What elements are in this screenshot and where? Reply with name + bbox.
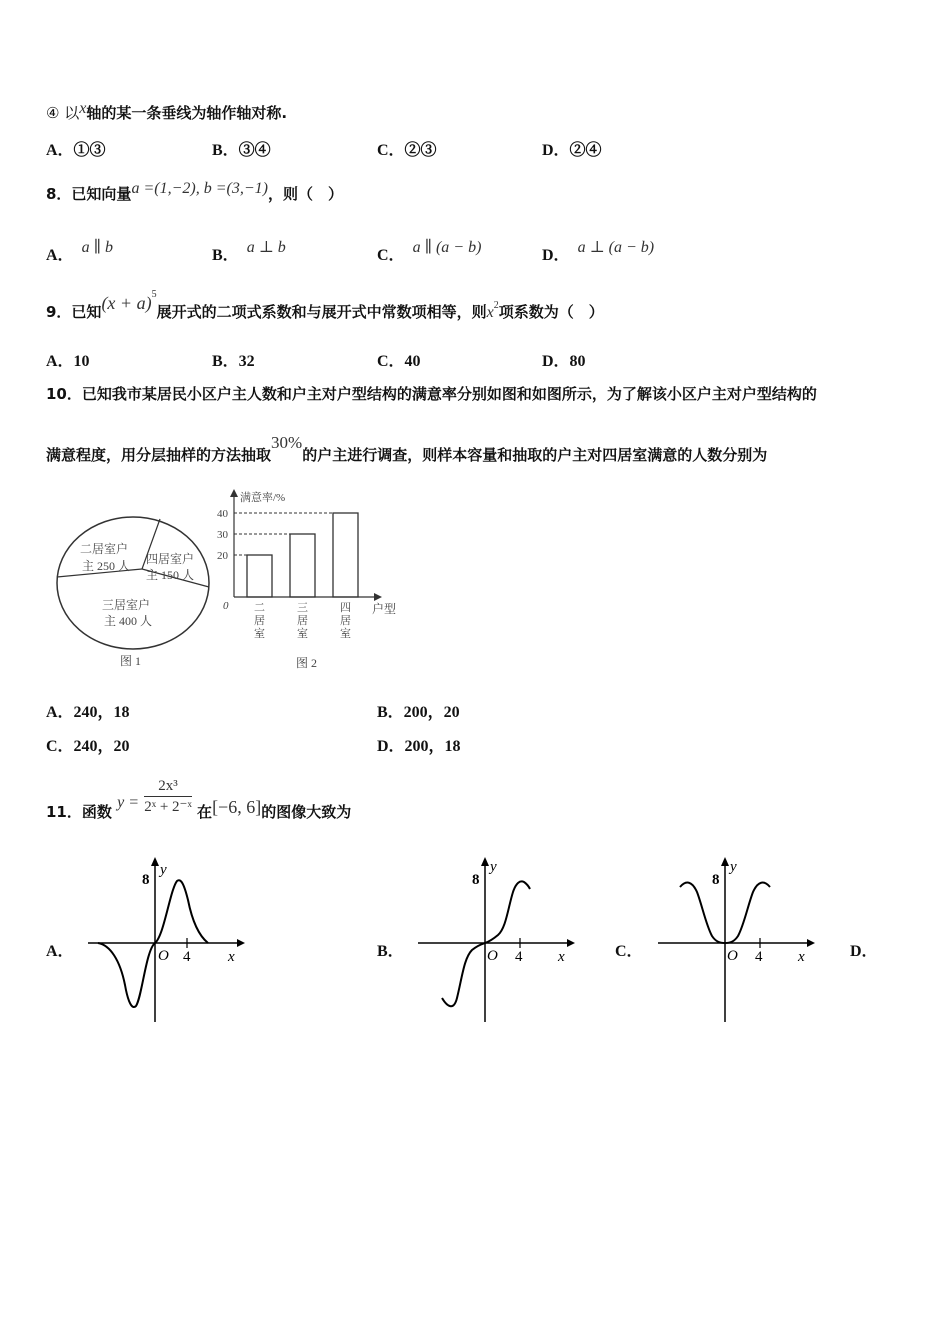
q9-tail: 项系数为（ ） <box>498 303 604 321</box>
q11-number: 11．函数 <box>46 803 112 821</box>
bar-category-2-char-1: 三 <box>297 602 308 614</box>
graph-c-y-arrow <box>721 857 729 866</box>
bar-chart <box>214 485 414 675</box>
q7-option-b[interactable]: B．③④ <box>212 142 271 159</box>
graph-a-y-arrow <box>151 857 159 866</box>
q11-graph-a[interactable] <box>80 850 255 1025</box>
q9-var-power: 2 <box>493 300 499 311</box>
pie-seg2-line2: 主 150 人 <box>146 568 195 582</box>
q8-option-a-expr: a ∥ b <box>81 239 113 256</box>
graph-c-tick-label: 4 <box>755 949 763 965</box>
q8-vectors: a =(1,−2), b =(3,−1) <box>131 180 268 197</box>
bar-marks <box>217 508 358 640</box>
bar-category-3-char-1: 四 <box>340 602 351 614</box>
graph-c-origin: O <box>727 948 738 964</box>
q7-option-a[interactable]: A．①③ <box>46 142 106 159</box>
graph-b-curve <box>442 881 530 1006</box>
q8-option-d[interactable] <box>542 239 655 265</box>
q8-option-a-label: A． <box>46 247 74 264</box>
bar-ytick-2: 30 <box>217 529 228 541</box>
q9-binom: (x + a) <box>101 293 152 313</box>
graph-b-y-arrow <box>481 857 489 866</box>
q11-stem <box>46 770 351 820</box>
q8-option-b[interactable] <box>212 239 286 265</box>
q9-option-b[interactable]: B．32 <box>212 353 255 370</box>
bar-y-arrow <box>230 489 238 497</box>
bar-category-1-char-1: 二 <box>254 602 265 614</box>
q11-option-a-label[interactable]: A． <box>46 943 74 960</box>
q10-option-c[interactable]: C．240，20 <box>46 738 130 755</box>
q7-item4-suffix: 轴的某一条垂线为轴作轴对称. <box>86 104 288 122</box>
bar-category-2-char-2: 居 <box>297 615 308 627</box>
q9-var: x <box>486 304 494 321</box>
q11-denominator: 2ˣ + 2⁻ˣ <box>144 799 192 815</box>
graph-b-ylabel: y <box>490 859 497 875</box>
graph-c-y8: 8 <box>712 872 720 888</box>
q7-item4 <box>46 102 287 123</box>
q10-option-a[interactable]: A．240，18 <box>46 704 130 721</box>
graph-a-origin: O <box>158 948 169 964</box>
q8-option-b-expr: a ⊥ b <box>246 239 286 256</box>
graph-b-xlabel: x <box>558 949 565 965</box>
q7-option-d[interactable]: D．②④ <box>542 142 602 159</box>
bar-category-3-char-3: 室 <box>340 628 351 640</box>
q9-number: 9．已知 <box>46 303 102 321</box>
q11-interval: [−6, 6] <box>212 797 262 817</box>
graph-b-x-arrow <box>567 939 575 947</box>
q11-tail: 的图像大致为 <box>261 803 352 821</box>
graph-b-origin: O <box>487 948 498 964</box>
q8-number: 8．已知向量 <box>46 185 132 203</box>
q7-item4-prefix: ④ 以 <box>46 104 80 122</box>
graph-a-y8: 8 <box>142 872 150 888</box>
q8-option-a[interactable] <box>46 239 113 265</box>
q8-option-c[interactable] <box>377 239 482 265</box>
bar-3 <box>333 513 358 597</box>
bar-category-1-char-3: 室 <box>254 628 265 640</box>
q9-option-a[interactable]: A．10 <box>46 353 90 370</box>
q9-power: 5 <box>151 289 157 300</box>
graph-a-x-arrow <box>237 939 245 947</box>
pie-seg1-line2: 主 250 人 <box>82 559 131 573</box>
q7-option-c[interactable]: C．②③ <box>377 142 437 159</box>
graph-a-ylabel: y <box>160 862 167 878</box>
q11-mid: 在 <box>197 803 213 821</box>
q8-option-d-label: D． <box>542 247 570 264</box>
bar-1 <box>247 555 272 597</box>
q11-numerator: 2x³ <box>144 776 192 797</box>
bar-ylabel: 满意率/% <box>240 492 286 504</box>
pie-seg1-line1: 二居室户 <box>80 542 129 556</box>
q8-stem <box>46 180 343 204</box>
q8-option-c-expr: a ∥ (a − b) <box>412 239 482 256</box>
bar-ytick-3: 40 <box>217 508 228 520</box>
bar-ytick-1: 20 <box>217 550 228 562</box>
q9-text: 展开式的二项式系数和与展开式中常数项相等，则 <box>156 303 487 321</box>
q11-graph-c[interactable] <box>650 850 825 1025</box>
bar-caption: 图 2 <box>296 656 318 670</box>
graph-c-x-arrow <box>807 939 815 947</box>
q10-line1: 10．已知我市某居民小区户主人数和户主对户型结构的满意率分别如图和如图所示，为了解该小区户主对户型结构的 <box>46 385 817 403</box>
graph-b-y8: 8 <box>472 872 480 888</box>
bar-category-3-char-2: 居 <box>340 615 351 627</box>
graph-b-tick-label: 4 <box>515 949 523 965</box>
q10-line2-suffix: 的户主进行调查，则样本容量和抽取的户主对四居室满意的人数分别为 <box>302 446 768 464</box>
graph-c-xlabel: x <box>798 949 805 965</box>
q8-option-b-label: B． <box>212 247 239 264</box>
pie-seg3-line1: 三居室户 <box>102 598 151 612</box>
q11-y: y = <box>117 794 140 811</box>
q10-line2 <box>46 433 768 465</box>
q10-percent: 30% <box>271 433 303 452</box>
graph-a-tick-label: 4 <box>183 949 191 965</box>
q8-tail: ，则（ ） <box>267 185 343 203</box>
pie-caption: 图 1 <box>120 654 142 668</box>
q11-option-c-label[interactable]: C． <box>615 943 643 960</box>
q11-graph-b[interactable] <box>410 850 585 1025</box>
bar-category-1-char-2: 居 <box>254 615 265 627</box>
pie-seg2-line1: 四居室户 <box>146 552 195 566</box>
q11-option-d-label[interactable]: D． <box>850 943 878 960</box>
q10-option-d[interactable]: D．200，18 <box>377 738 461 755</box>
pie-outline <box>57 517 209 649</box>
bar-2 <box>290 534 315 597</box>
bar-category-2-char-3: 室 <box>297 628 308 640</box>
pie-seg3-line2: 主 400 人 <box>104 614 153 628</box>
q10-line2-prefix: 满意程度，用分层抽样的方法抽取 <box>46 446 272 464</box>
bar-x-arrow <box>374 593 382 601</box>
q11-fraction <box>144 776 192 817</box>
bar-origin: 0 <box>223 600 229 612</box>
q9-option-c[interactable]: C．40 <box>377 353 421 370</box>
q9-option-d[interactable]: D．80 <box>542 353 586 370</box>
q8-option-d-expr: a ⊥ (a − b) <box>577 239 655 256</box>
q10-option-b[interactable]: B．200，20 <box>377 704 460 721</box>
q7-item4-var: x <box>79 100 87 117</box>
bar-xlabel: 户型 <box>372 602 397 616</box>
q9-stem <box>46 289 604 322</box>
q11-option-b-label[interactable]: B． <box>377 943 404 960</box>
graph-a-xlabel: x <box>228 949 235 965</box>
graph-c-ylabel: y <box>730 859 737 875</box>
pie-figure <box>50 505 220 675</box>
q8-option-c-label: C． <box>377 247 405 264</box>
